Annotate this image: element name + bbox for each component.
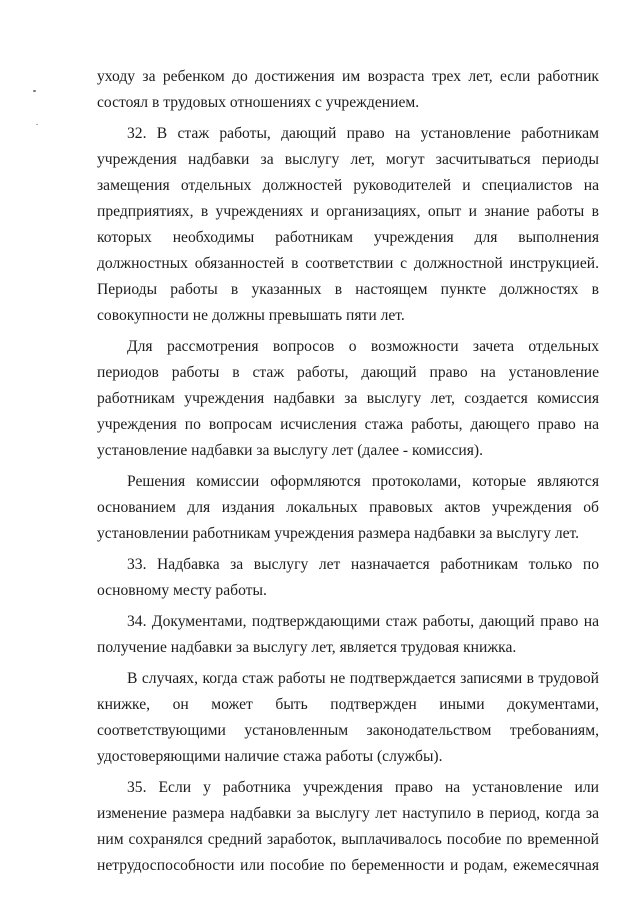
paragraph-other-documents: В случаях, когда стаж работы не подтверждается записями в трудовой книжке, он может быть подтвержден иными документами, соответствующими установленным законодательством требованиям, удостоверяющими наличие стажа работы (службы). bbox=[97, 670, 599, 765]
paragraph-continuation: уходу за ребенком до достижения им возраста трех лет, если работник состоял в трудовых отношениях с учреждением. bbox=[97, 68, 599, 111]
paragraph-item-32: 32. В стаж работы, дающий право на установление работникам учреждения надбавки за выслугу лет, могут засчитываться периоды замещения отдельных должностей руководителей и специалистов на предприятиях, в учреждениях и организациях, опыт и знание работы в которых необходимы работникам учреждения для выполнения должностных обязанностей в соответствии с должностной инструкцией. Периоды работы в указанных в настоящем пункте должностях в совокупности не должны превышать пяти лет. bbox=[97, 125, 599, 324]
paragraph-item-35: 35. Если у работника учреждения право на установление или изменение размера надбавки за выслугу лет наступило в период, когда за ним сохранялся средний заработок, выплачивалось пособие по временной нетрудоспособности или пособие по беременности и родам, ежемесячная bbox=[97, 779, 599, 874]
paragraph-commission: Для рассмотрения вопросов о возможности зачета отдельных периодов работы в стаж работы, дающий право на установление работникам учреждения надбавки за выслугу лет, создается комиссия учреждения по вопросам исчисления стажа работы, дающего право на установление надбавки за выслугу лет (далее - комиссия). bbox=[97, 338, 599, 459]
scan-speck bbox=[33, 90, 36, 92]
document-body bbox=[97, 64, 599, 884]
scan-speck bbox=[36, 124, 38, 125]
paragraph-commission-decisions: Решения комиссии оформляются протоколами, которые являются основанием для издания локальных правовых актов учреждения об установлении работникам учреждения размера надбавки за выслугу лет. bbox=[97, 473, 599, 542]
paragraph-item-34: 34. Документами, подтверждающими стаж работы, дающий право на получение надбавки за выслугу лет, является трудовая книжка. bbox=[97, 613, 599, 656]
paragraph-item-33: 33. Надбавка за выслугу лет назначается работникам только по основному месту работы. bbox=[97, 556, 599, 599]
